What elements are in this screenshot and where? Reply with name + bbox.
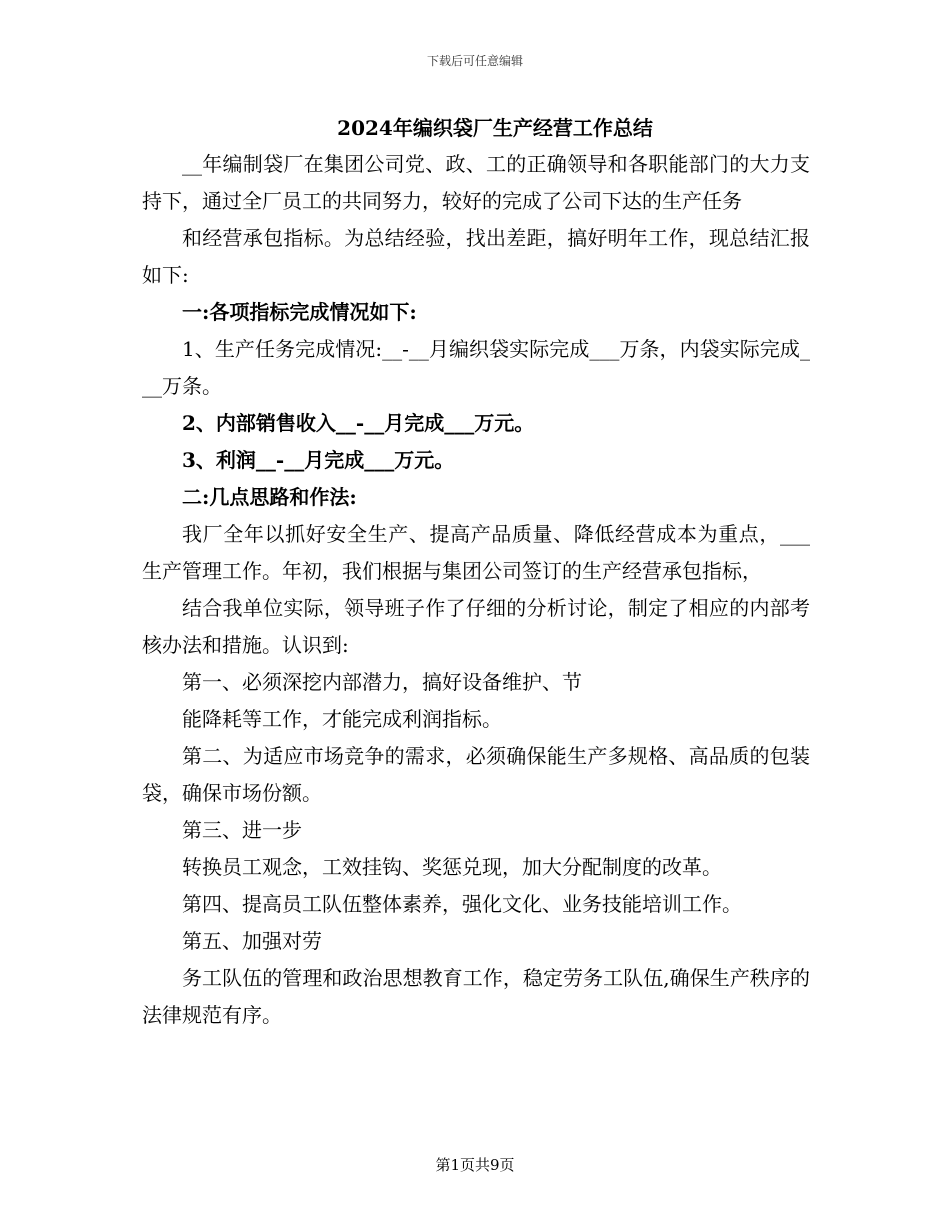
paragraph-intro-continued: 和经营承包指标。为总结经验，找出差距，搞好明年工作，现总结汇报如下: (142, 226, 810, 287)
list-item-first-continued: 能降耗等工作，才能完成利润指标。 (182, 707, 502, 731)
paragraph-internal-sales: 2、内部销售收入__-__月完成___万元。 (182, 411, 535, 435)
list-item-first: 第一、必须深挖内部潜力，搞好设备维护、节 (182, 670, 582, 694)
document-title: 2024年编织袋厂生产经营工作总结 (337, 116, 653, 140)
paragraph-intro: __年编制袋厂在集团公司党、政、工的正确领导和各职能部门的大力支持下，通过全厂员工的共同努力，较好的完成了公司下达的生产任务 (142, 152, 810, 213)
document-body (142, 146, 810, 1034)
list-item-third-continued: 转换员工观念，工效挂钩、奖惩兑现，加大分配制度的改革。 (182, 855, 722, 879)
header-note: 下载后可任意编辑 (426, 54, 523, 68)
list-item-fourth: 第四、提高员工队伍整体素养，强化文化、业务技能培训工作。 (182, 892, 742, 916)
paragraph-annual-focus: 我厂全年以抓好安全生产、提高产品质量、降低经营成本为重点，___生产管理工作。年初，我们根据与集团公司签订的生产经营承包指标， (142, 522, 810, 583)
page-footer: 第1页共9页 (435, 1156, 515, 1174)
section-heading-approach: 二:几点思路和作法: (182, 485, 357, 509)
list-item-fifth-continued: 务工队伍的管理和政治思想教育工作，稳定劳务工队伍,确保生产秩序的法律规范有序。 (142, 966, 810, 1027)
list-item-third: 第三、进一步 (182, 818, 302, 842)
section-heading-indicators: 一:各项指标完成情况如下: (182, 300, 417, 324)
paragraph-profit: 3、利润__-__月完成___万元。 (182, 448, 455, 472)
list-item-fifth: 第五、加强对劳 (182, 929, 322, 953)
paragraph-production-task: 1、生产任务完成情况:__-__月编织袋实际完成___万条，内袋实际完成___万条。 (142, 337, 810, 398)
paragraph-analysis: 结合我单位实际，领导班子作了仔细的分析讨论，制定了相应的内部考核办法和措施。认识到: (142, 596, 810, 657)
list-item-second: 第二、为适应市场竞争的需求，必须确保能生产多规格、高品质的包装袋，确保市场份额。 (142, 744, 810, 805)
